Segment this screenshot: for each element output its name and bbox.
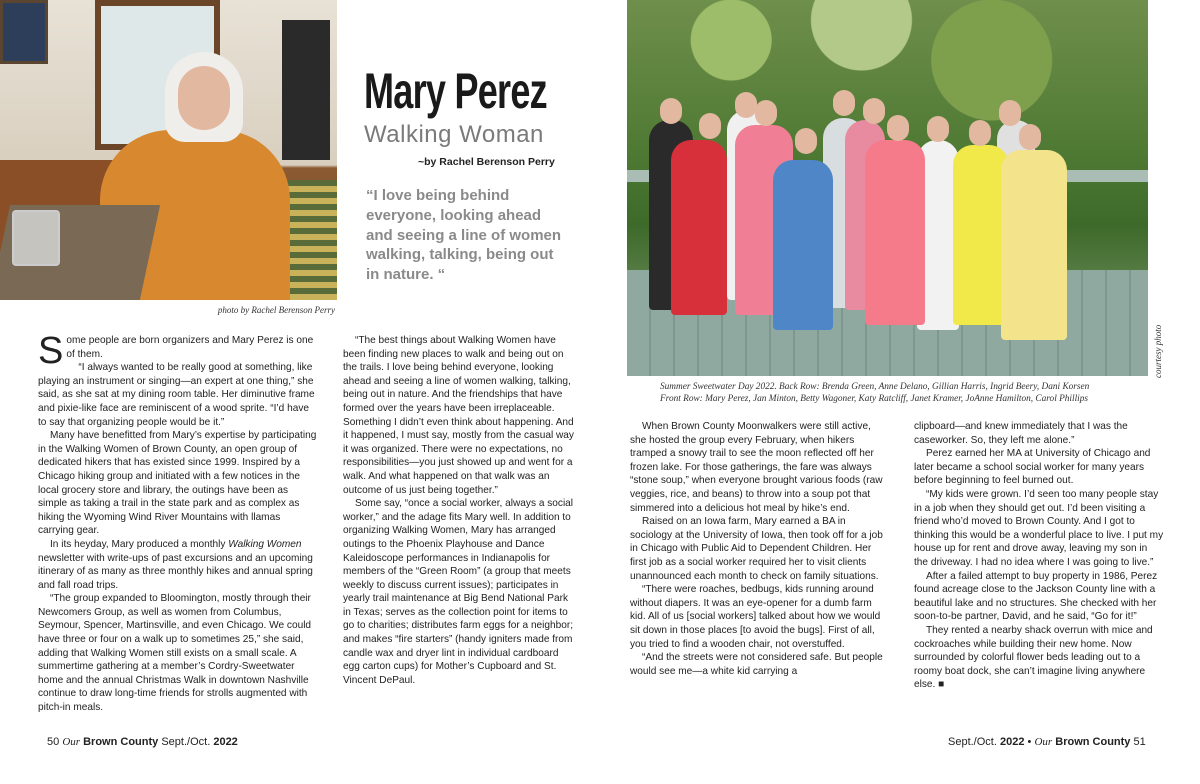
- person: [773, 160, 833, 330]
- paragraph: Raised on an Iowa farm, Mary earned a BA in sociology at the University of Iowa, then took off for a job in Chicago with Public Aid to Dependent Children. Her first job as a social worker required her to visit clients unannounced each month to check on family situations.: [630, 516, 883, 582]
- article-title: Mary Perez: [364, 63, 547, 119]
- paragraph: [38, 330, 318, 372]
- photo-credit-right: courtesy photo: [1153, 324, 1163, 378]
- paragraph: “There were roaches, bedbugs, kids running around without diapers. It was an eye-opener for a dumb farm kid. All of us [social workers] talked about how we would sit down in those places [to avoid the bugs]. First of all, you tried to find a wooden chair, not overstuffed.: [630, 584, 881, 650]
- paragraph: They rented a nearby shack overrun with mice and cockroaches while building their new home. Now surrounded by colorful flower beds leading out to a roomy boat dock, she can’t imagine living anywhere else. ■: [914, 624, 1153, 691]
- paragraph: “My kids were grown. I’d seen too many people stay in a job when they should get out. I’d been visiting a friend who’d moved to Brown County. And I got to thinking this would be a wonderful place to live. I put my house up for rent and drove away, leaving my son in the driveway. I had no idea where I was going to live.”: [914, 488, 1164, 568]
- person-head: [735, 92, 757, 118]
- person: [865, 140, 925, 325]
- caption-back-row: Summer Sweetwater Day 2022. Back Row: Brenda Green, Anne Delano, Gillian Harris, Ingrid Beery, Dani Korsen: [660, 382, 1090, 392]
- byline: ~by Rachel Berenson Perry: [418, 156, 555, 168]
- person-head: [1019, 124, 1041, 150]
- folio-right: [948, 736, 1146, 748]
- person-head: [927, 116, 949, 142]
- page-number: 50: [47, 736, 60, 748]
- water-glass: [12, 210, 60, 266]
- issue-year: 2022: [213, 736, 238, 748]
- page-number: 51: [1133, 736, 1146, 748]
- paragraph: “The group expanded to Bloomington, mostly through their Newcomers Group, as well as women from Columbus, Seymour, Spencer, Martinsville, and even Chicago. We could have three or four on a walk up to sometimes 25,” she said, adding that Walking Women still exists on a small scale. A summertime gathering at a member’s Cordry-Sweetwater home and the annual Christmas Walk in downtown Nashville continue to draw long-time friends for strolls augmented with pitch-in meals.: [38, 593, 312, 714]
- person-head: [660, 98, 682, 124]
- person: [671, 140, 727, 315]
- paragraph: Some say, “once a social worker, always a social worker,” and the adage fits Mary well. In addition to organizing Walking Women, Mary has arranged outings to the Phoenix Playhouse and Dance Kaleidoscope performances in Indianapolis for members of the “Green Room” (a group that meets weekly to discuss current issues); participates in yearly trail maintenance at Big Bend National Park in Texas; serves as the collection point for items to go to charities; distributes farm eggs for a neighbor; and makes “fire starters” (handy igniters made from candle wax and dryer lint in individual cardboard egg carton cups) for Mother’s Cupboard and St. Vincent DePaul.: [343, 498, 574, 686]
- person-head: [863, 98, 885, 124]
- body-column-1: [38, 330, 318, 715]
- person-head: [833, 90, 855, 116]
- separator: •: [1027, 736, 1032, 748]
- pull-quote: “I love being behind everyone, looking ahead and seeing a line of women walking, talking, being out in nature. “: [366, 187, 562, 284]
- person-head: [795, 128, 817, 154]
- wall-painting: [0, 0, 48, 64]
- paragraph: “The best things about Walking Women have been finding new places to walk and being out on the trails. I love being behind everyone, looking ahead and seeing a line of women walking, talking, being out in nature. And the friendships that have formed over the years have been irreplaceable. Something I didn’t even think about happening. And it happened, I must say, mostly from the casual way it was organized. There were no expectations, no responsibilities—you just showed up and went for a walk. And what happened on that walk was an outcome of us just being together.”: [343, 335, 574, 496]
- magazine-name: Brown County: [1055, 736, 1131, 748]
- body-column-4: [914, 420, 1164, 692]
- face: [178, 66, 230, 130]
- paragraph: After a failed attempt to buy property in 1986, Perez found acreage close to the Jackson County line with a beautiful lake and no structures. She checked with her soon-to-be partner, David, and he said, “Go for it!”: [914, 570, 1158, 623]
- caption-front-row: Front Row: Mary Perez, Jan Minton, Betty Wagoner, Katy Ratcliff, Janet Kramer, JoAnne Hamilton, Carol Phillips: [660, 394, 1089, 404]
- paragraph-text: In its heyday, Mary produced a monthly: [50, 538, 229, 550]
- body-column-2: [343, 334, 577, 687]
- issue-month: Sept./Oct.: [948, 736, 997, 748]
- paragraph: “And the streets were not considered safe. But people would see me—a white kid carrying a: [630, 652, 883, 677]
- person-head: [755, 100, 777, 126]
- paragraph: clipboard—and knew immediately that I was the caseworker. So, they left me alone.”: [914, 421, 1128, 446]
- drop-cap: S: [38, 330, 64, 372]
- article-subtitle: Walking Woman: [364, 121, 544, 148]
- body-column-3: [630, 420, 888, 678]
- paragraph: [38, 538, 318, 592]
- photo-caption: [660, 381, 1120, 405]
- person-head: [887, 115, 909, 141]
- paragraph-text: ome people are born organizers and Mary Perez is one of them.: [66, 335, 314, 360]
- paragraph: “I always wanted to be really good at something, like playing an instrument or singing—an expert at one thing,” she said, as she sat at my dining room table. Her diminutive frame and pixie-like face are reminiscent of a wood sprite. “I’d have to say that organizing people would be it.”: [38, 362, 315, 428]
- magazine-name: Brown County: [83, 736, 159, 748]
- newsletter-title: Walking Women: [228, 538, 302, 550]
- person-head: [699, 113, 721, 139]
- issue-year: 2022: [999, 736, 1025, 748]
- folio-left: [47, 736, 238, 748]
- issue-month: Sept./Oct.: [161, 736, 211, 748]
- paragraph: When Brown County Moonwalkers were still active, she hosted the group every February, when hikers tramped a snowy trail to see the moon reflected off her frozen lake. For those gatherings, the fare was always “stone soup,” when everyone brought various foods (raw veggies, rice, and beans) to throw into a soup pot that simmered into a delicious hot meal by hike’s end.: [630, 421, 883, 514]
- magazine-our: Our: [1034, 736, 1053, 748]
- wood-stove: [282, 20, 330, 160]
- paragraph-text: newsletter with write-ups of past excursions and an upcoming itinerary of as many as three monthly hikes and annual spring and fall road trips.: [38, 552, 313, 591]
- portrait-photo: [0, 0, 337, 300]
- magazine-our: Our: [62, 736, 81, 748]
- paragraph: Perez earned her MA at University of Chicago and later became a school social worker for many years before beginning to feel burned out.: [914, 448, 1151, 487]
- group-photo: [627, 0, 1148, 376]
- person-head: [999, 100, 1021, 126]
- person: [1001, 150, 1067, 340]
- person-head: [969, 120, 991, 146]
- paragraph: Many have benefitted from Mary’s expertise by participating in the Walking Women of Brown County, an open group of dedicated hikers that has existed since 1999. Inspired by a Chicago hiking group and initiated with a few notices in the local grocery store and library, the outings have been as simple as taking a trail in the state park and as complex as hiking the Wyoming Wind River Mountains with llamas carrying gear.: [38, 430, 317, 537]
- photo-credit-left: photo by Rachel Berenson Perry: [217, 305, 335, 315]
